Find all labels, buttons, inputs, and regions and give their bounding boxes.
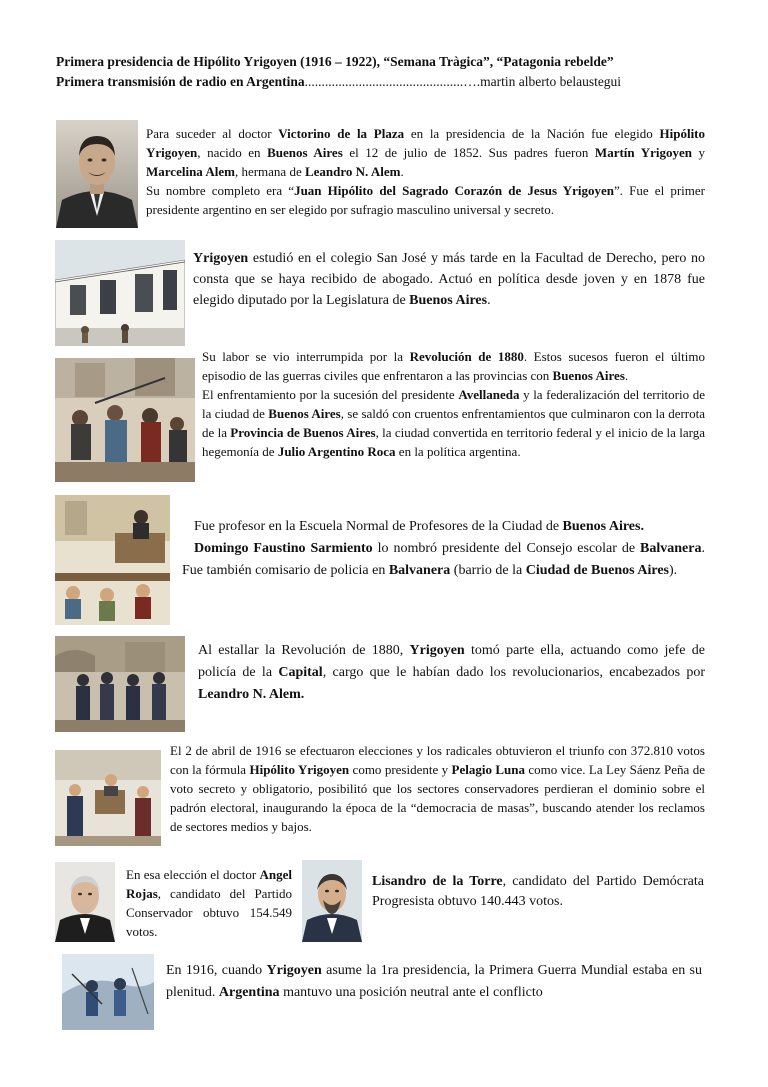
elecciones-image — [55, 750, 161, 846]
text: . — [624, 368, 629, 383]
bold-text: Hipólito Yrigoyen — [146, 126, 706, 160]
text: . — [487, 293, 491, 308]
section-angel-rojas — [126, 865, 292, 941]
bold-text: Juan Hipólito del Sagrado Corazón de Jesus Yrigoyen — [294, 183, 614, 198]
bold-text: Yrigoyen — [409, 643, 465, 658]
text: en la presidencia de la Nación fue elegido — [404, 126, 660, 141]
bold-text: Victorino de la Plaza — [278, 126, 405, 141]
paragraph — [372, 872, 704, 912]
bold-text: Buenos Aires — [409, 293, 488, 308]
bold-text: Avellaneda — [458, 387, 520, 402]
bold-text: Pelagio Luna — [451, 762, 525, 777]
title-line-2 — [56, 72, 726, 92]
bold-text: Argentina — [218, 985, 280, 1000]
text: el 12 de julio de 1852. Sus padres fueron — [342, 145, 595, 160]
section-jefe-policia — [198, 640, 705, 706]
text: En 1916, cuando — [166, 963, 267, 978]
paragraph — [202, 347, 705, 385]
bold-text: Yrigoyen — [193, 251, 249, 266]
text: , hermana de — [234, 164, 305, 179]
text: En esa elección el doctor — [126, 867, 260, 882]
text: ). — [668, 563, 678, 578]
text: asume la 1ra presidencia, la Primera Guerra Mundial estaba en su plenitud. — [166, 963, 703, 1000]
text: y — [691, 145, 706, 160]
text: , nacido en — [197, 145, 268, 160]
document-title — [56, 52, 726, 92]
escuela-image — [55, 495, 170, 625]
bold-text: Hipólito Yrigoyen — [249, 762, 350, 777]
text: mantuvo una posición neutral ante el conflicto — [279, 985, 543, 1000]
text: como presidente y — [349, 762, 452, 777]
text: Su labor se vio interrumpida por la — [202, 349, 410, 364]
paragraph — [198, 640, 705, 706]
paragraph — [146, 124, 705, 181]
text: , candidato del Partido Demócrata Progresista obtuvo 140.443 votos. — [372, 874, 705, 909]
bold-text: Ciudad de Buenos Aires — [525, 563, 669, 578]
paragraph — [166, 960, 702, 1004]
text: El enfrentamiento por la sucesión del presidente — [202, 387, 459, 402]
text: ”. Fue el primer presidente argentino en ser elegido por sufragio masculino universal y secreto. — [146, 183, 705, 217]
text: Su nombre completo era “ — [146, 183, 295, 198]
text: , se saldó con cruentos enfrentamientos que culminaron con la derrota de la — [202, 406, 706, 440]
revolucion-image — [55, 358, 195, 482]
bold-text: Provincia de Buenos Aires — [230, 425, 376, 440]
text: como vice. La Ley Sáenz Peña de voto secreto y obligatorio, posibilitó que los sectores conservadores perdieran el dominio sobre el padrón electoral, inaugurando la época de la “democracia de masas”, buscando atender los reclamos de sectores medios y bajos. — [170, 762, 705, 834]
text: , candidato del Partido Conservador obtuvo 154.549 votos. — [126, 886, 292, 939]
section-profesor — [182, 516, 705, 582]
paragraph — [182, 538, 705, 582]
text: , cargo que le habían dado los revolucionarios, encabezados por — [322, 665, 706, 680]
portrait-rojas-image — [55, 862, 115, 942]
guerra-image — [62, 954, 154, 1030]
section-estudios — [193, 248, 705, 311]
policia-image — [55, 636, 185, 732]
text: Al estallar la Revolución de 1880, — [198, 643, 410, 658]
title-dots: ...............................................…. — [304, 74, 481, 89]
bold-text: Julio Argentino Roca — [277, 444, 396, 459]
paragraph — [202, 385, 705, 461]
bold-text: Buenos Aires — [267, 145, 343, 160]
section-elecciones-1916 — [170, 741, 705, 836]
portrait-de-la-torre-image — [302, 860, 362, 942]
paragraph — [170, 741, 705, 836]
text: El 2 de abril de 1916 se efectuaron elecciones y los radicales obtuvieron el triunfo con 372.810 votos con la fórmula — [170, 743, 705, 777]
text: . Estos sucesos fueron el último episodio de las guerras civiles que enfrentaron a las provincias con — [202, 349, 705, 383]
bold-text: Lisandro de la Torre — [372, 874, 503, 889]
text: Para suceder al doctor — [146, 126, 279, 141]
bold-text: Capital — [278, 665, 323, 680]
text: . — [400, 164, 404, 179]
bold-text: Buenos Aires — [268, 406, 341, 421]
bold-text: Martín Yrigoyen — [594, 145, 692, 160]
section-revolucion-1880 — [202, 347, 705, 461]
text: en la política argentina. — [395, 444, 521, 459]
paragraph — [193, 248, 705, 311]
text: Fue profesor en la Escuela Normal de Profesores de la Ciudad de — [194, 519, 563, 534]
bold-text: Angel Rojas — [126, 867, 292, 901]
colegio-image — [55, 240, 185, 346]
title-line-1: Primera presidencia de Hipólito Yrigoyen (1916 – 1922), “Semana Tràgica”, “Patagonia rebelde” — [56, 54, 614, 69]
bold-text: Domingo Faustino Sarmiento — [194, 541, 373, 556]
paragraph — [182, 516, 705, 538]
bold-text: Leandro N. Alem — [304, 164, 401, 179]
bold-text: Balvanera — [388, 563, 451, 578]
text: y la federalización del territorio de la ciudad de — [202, 387, 705, 421]
section-lisandro-de-la-torre — [372, 872, 704, 912]
title-radio: Primera transmisión de radio en Argentina — [56, 74, 305, 89]
bold-text: Yrigoyen — [266, 963, 322, 978]
bold-text: Leandro N. Alem. — [198, 687, 305, 702]
bold-text: Marcelina Alem — [146, 164, 235, 179]
text: tomó parte ella, actuando como jefe de policía de la — [198, 643, 705, 680]
text: , la ciudad convertida en territorio federal y el inicio de la larga hegemonía de — [202, 425, 706, 459]
section-sucesion — [146, 124, 705, 219]
portrait-yrigoyen-image — [56, 120, 138, 228]
section-primera-guerra — [166, 960, 702, 1004]
paragraph — [146, 181, 705, 219]
text: lo nombró presidente del Consejo escolar de — [372, 541, 641, 556]
bold-text: Buenos Aires. — [562, 519, 644, 534]
bold-text: Balvanera — [640, 541, 702, 556]
paragraph — [126, 865, 292, 941]
text: (barrio de la — [450, 563, 526, 578]
text: . Fue también comisario de policia en — [182, 541, 705, 578]
bold-text: Revolución de 1880 — [409, 349, 524, 364]
bold-text: Buenos Aires — [552, 368, 625, 383]
text: estudió en el colegio San José y más tarde en la Facultad de Derecho, pero no consta que se haya recibido de abogado. Actuó en política desde joven y en 1878 fue elegido diputado por la Legislatura de — [193, 251, 705, 308]
author-name: martin alberto belaustegui — [480, 74, 622, 89]
